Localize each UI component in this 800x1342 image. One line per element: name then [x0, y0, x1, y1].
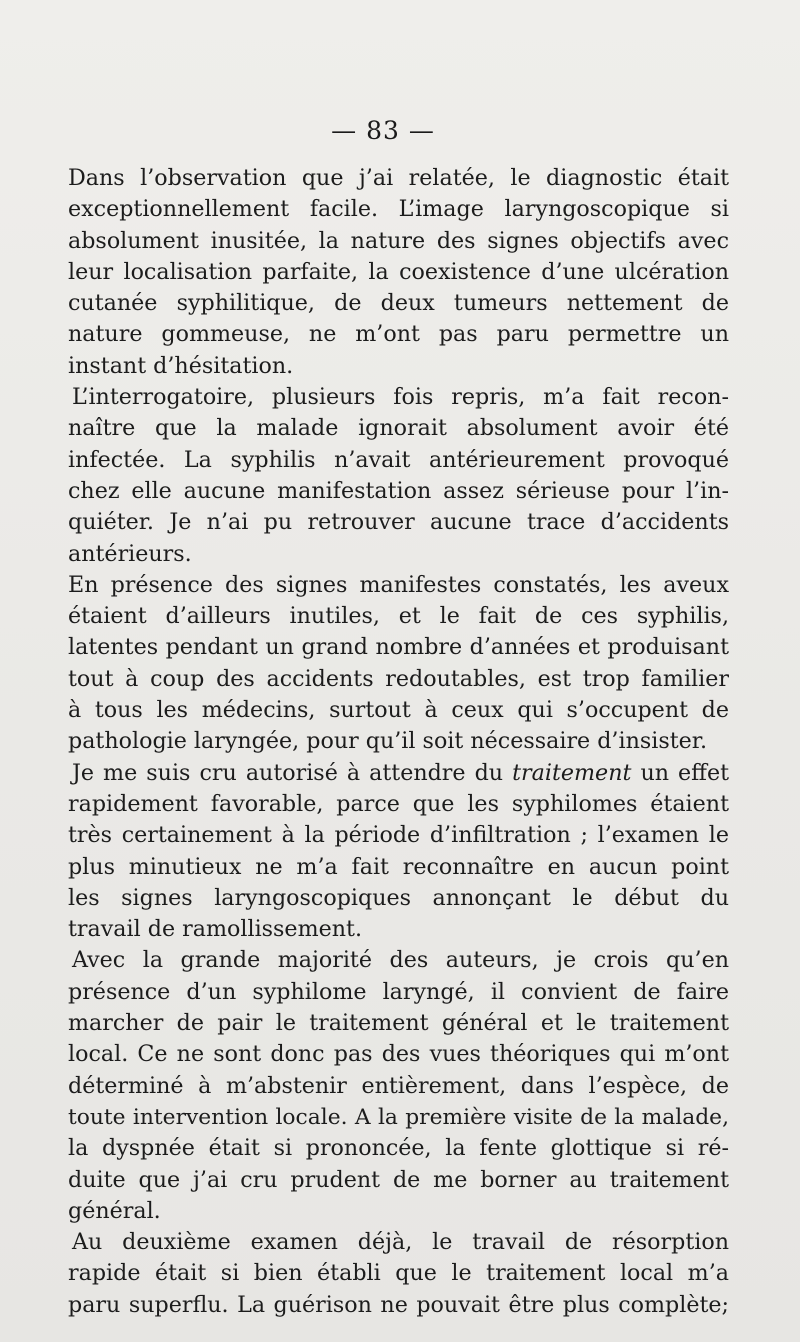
text-line: général. [68, 1197, 161, 1224]
text-fragment: un effet [631, 759, 729, 786]
text-line: antérieurs. [68, 540, 192, 567]
paragraph-4 [68, 758, 729, 946]
text-line: étaient d’ailleurs inutiles, et le fait de ces syphilis, [68, 603, 729, 630]
text-line: la dyspnée était si prononcée, la fente glottique si ré- [68, 1135, 729, 1162]
text-line: rapide était si bien établi que le traitement local m’a [68, 1260, 729, 1287]
text-line: leur localisation parfaite, la coexistence d’une ulcération [68, 258, 729, 285]
text-line: très certainement à la période d’infiltration ; l’examen le [68, 822, 729, 849]
text-fragment: Je me suis cru autorisé à attendre du [72, 759, 513, 786]
paragraph-5 [68, 945, 729, 1227]
body-text [68, 163, 729, 1321]
text-line: duite que j’ai cru prudent de me borner au traitement [68, 1166, 729, 1193]
text-line: à tous les médecins, surtout à ceux qui s’occupent de [68, 697, 729, 724]
text-line: rapidement favorable, parce que les syphilomes étaient [68, 790, 729, 817]
text-line: exceptionnellement facile. L’image laryngoscopique si [68, 196, 729, 223]
text-line: latentes pendant un grand nombre d’années et produisant [68, 634, 729, 661]
text-line: toute intervention locale. A la première visite de la malade, [68, 1104, 729, 1130]
text-line: quiéter. Je n’ai pu retrouver aucune trace d’accidents [68, 509, 729, 536]
text-line: plus minutieux ne m’a fait reconnaître en aucun point [68, 853, 729, 880]
text-line: travail de ramollissement. [68, 916, 362, 943]
text-line: paru superflu. La guérison ne pouvait être plus complète; [68, 1291, 729, 1318]
text-line: les signes laryngoscopiques annonçant le début du [68, 884, 729, 911]
text-line: L’interrogatoire, plusieurs fois repris, m’a fait recon- [72, 384, 729, 411]
text-line: En présence des signes manifestes constatés, les aveux [68, 571, 729, 598]
text-line: déterminé à m’abstenir entièrement, dans l’espèce, de [68, 1072, 729, 1099]
text-line: Avec la grande majorité des auteurs, je crois qu’en [72, 947, 729, 974]
text-line: Dans l’observation que j’ai relatée, le diagnostic était [68, 165, 729, 191]
text-line: instant d’hésitation. [68, 352, 294, 379]
emphasis-text: traitement [512, 759, 632, 786]
text-line: local. Ce ne sont donc pas des vues théoriques qui m’ont [68, 1041, 729, 1068]
text-line: pathologie laryngée, pour qu’il soit nécessaire d’insister. [68, 728, 708, 755]
text-line: infectée. La syphilis n’avait antérieurement provoqué [68, 446, 729, 473]
text-line [68, 758, 729, 789]
text-line: tout à coup des accidents redoutables, est trop familier [68, 665, 729, 692]
text-line: absolument inusitée, la nature des signes objectifs avec [68, 227, 729, 254]
text-line: chez elle aucune manifestation assez sérieuse pour l’in- [68, 477, 729, 504]
text-line: naître que la malade ignorait absolument avoir été [68, 415, 729, 442]
paragraph-2 [68, 382, 729, 570]
text-line: Au deuxième examen déjà, le travail de résorption [72, 1229, 729, 1256]
text-line: marcher de pair le traitement général et le traitement [68, 1010, 729, 1037]
text-line: présence d’un syphilome laryngé, il convient de faire [68, 978, 729, 1005]
page-number: — 83 — [331, 116, 435, 145]
paragraph-3 [68, 570, 729, 758]
paragraph-6 [68, 1227, 729, 1321]
paragraph-1 [68, 163, 729, 382]
text-line: cutanée syphilitique, de deux tumeurs nettement de [68, 290, 729, 317]
text-line: nature gommeuse, ne m’ont pas paru permettre un [68, 321, 729, 348]
